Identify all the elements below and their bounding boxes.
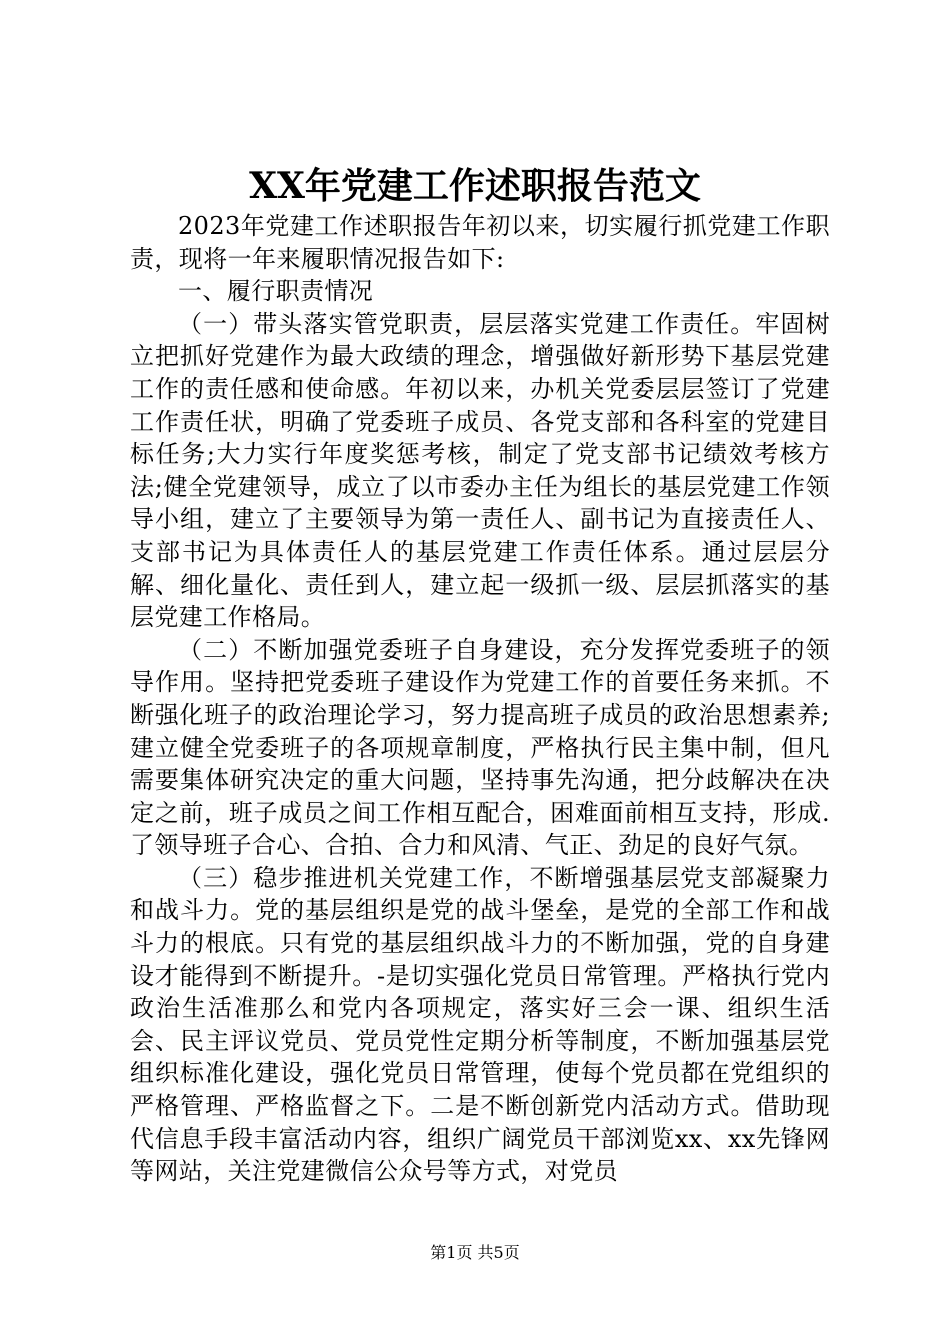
section-heading: 一、履行职责情况 xyxy=(178,277,374,306)
paragraph-intro: 2023年党建工作述职报告年初以来，切实履行抓党建工作职责，现将一年来履职情况报告如下: xyxy=(130,212,830,273)
paragraph-item-2: （二）不断加强党委班子自身建设，充分发挥党委班子的领导作用。坚持把党委班子建设作为党建工作的首要任务来抓。不断强化班子的政治理论学习，努力提高班子成员的政治思想素养;建立健全党委班子的各项规章制度，严格执行民主集中制，但凡需要集体研究决定的重大问题，坚持事先沟通，把分歧解决在决定之前，班子成员之间工作相互配合，困难面前相互支持，形成.了领导班子合心、合拍、合力和风清、气正、劲足的良好气氛。 xyxy=(130,635,830,860)
page-number-footer: 第1页 共5页 xyxy=(430,1243,520,1262)
document-body xyxy=(130,210,830,1188)
paragraph-item-3: （三）稳步推进机关党建工作，不断增强基层党支部凝聚力和战斗力。党的基层组织是党的战斗堡垒，是党的全部工作和战斗力的根底。只有党的基层组织战斗力的不断加强，党的自身建设才能得到不断提升。-是切实强化党员日常管理。严格执行党内政治生活准那么和党内各项规定，落实好三会一课、组织生活会、民主评议党员、党员党性定期分析等制度，不断加强基层党组织标准化建设，强化党员日常管理，使每个党员都在党组织的严格管理、严格监督之下。二是不断创新党内活动方式。借助现代信息手段丰富活动内容，组织广阔党员干部浏览xx、xx先锋网等网站，关注党建微信公众号等方式，对党员 xyxy=(130,863,830,1186)
paragraph-item-1: （一）带头落实管党职责，层层落实党建工作责任。牢固树立把抓好党建作为最大政绩的理念，增强做好新形势下基层党建工作的责任感和使命感。年初以来，办机关党委层层签订了党建工作责任状，明确了党委班子成员、各党支部和各科室的党建目标任务;大力实行年度奖惩考核，制定了党支部书记绩效考核方法;健全党建领导，成立了以市委办主任为组长的基层党建工作领导小组，建立了主要领导为第一责任人、副书记为直接责任人、支部书记为具体责任人的基层党建工作责任体系。通过层层分解、细化量化、责任到人，建立起一级抓一级、层层抓落实的基层党建工作格局。 xyxy=(130,309,830,632)
document-title: XX年党建工作述职报告范文 xyxy=(249,165,701,207)
